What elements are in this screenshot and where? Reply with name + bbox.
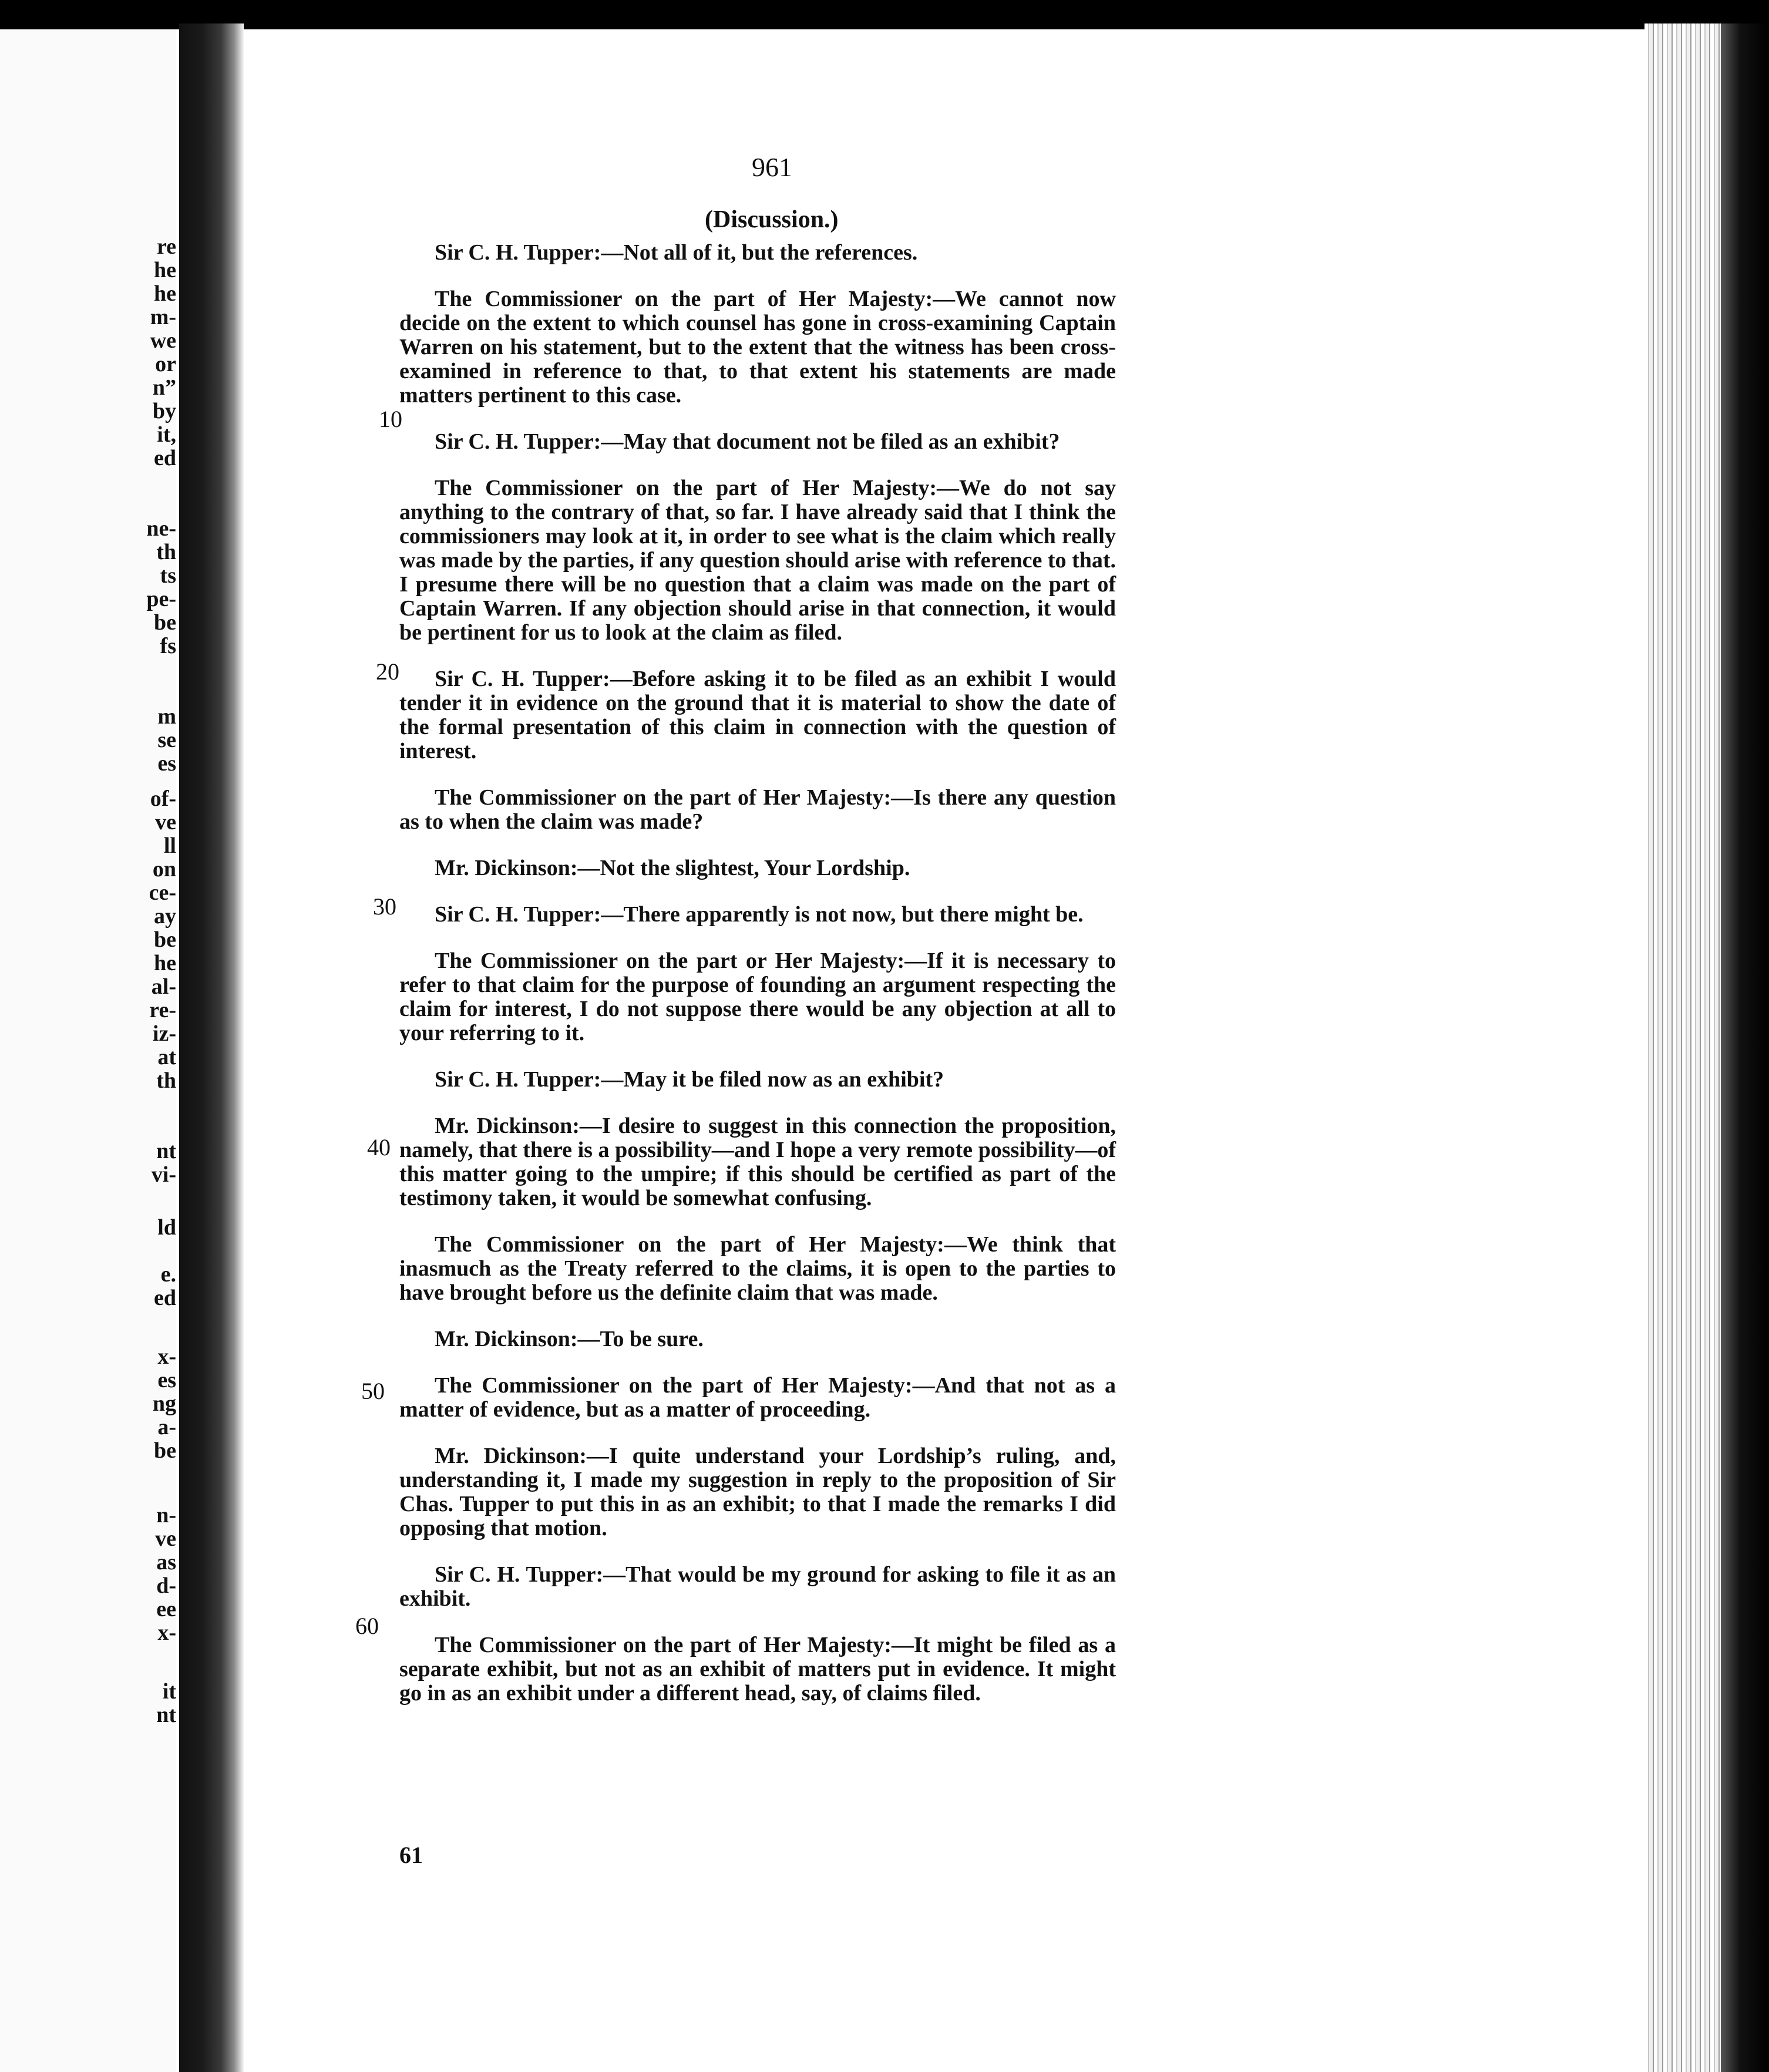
facing-page-fragment: ng (152, 1391, 176, 1416)
section-heading: (Discussion.) (705, 206, 839, 233)
transcript-paragraph (399, 476, 1116, 645)
facing-page-fragment: be (154, 1438, 176, 1463)
speaker-label: The Commissioner on the part of Her Majesty:— (435, 1232, 967, 1257)
speaker-label: Mr. Dickinson:— (435, 1114, 602, 1138)
speaker-label: Mr. Dickinson:— (435, 856, 600, 880)
facing-page-fragment: n- (156, 1503, 176, 1528)
transcript-paragraph (399, 903, 1116, 927)
speaker-label: Mr. Dickinson:— (435, 1327, 600, 1351)
facing-page-fragment: be (154, 927, 176, 952)
facing-page-fragment: nt (156, 1139, 176, 1163)
facing-page-fragment: fs (160, 634, 176, 658)
facing-page-fragment: se (157, 728, 176, 752)
facing-page-fragment: a- (157, 1415, 176, 1439)
speech-text: Before asking it to be filed as an exhibit I would tender it in evidence on the ground that it is material to show the date of the formal presentation of this claim in connection with the question of interest. (399, 667, 1116, 763)
speech-text: It might be filed as a separate exhibit, but not as an exhibit of matters put in evidence. It might go in as an exhibit under a different head, say, of claims filed. (399, 1633, 1116, 1706)
line-number: 30 (373, 893, 396, 920)
facing-page-fragment: ne- (146, 516, 176, 541)
facing-page-fragment: on (152, 857, 176, 882)
page-body (399, 241, 1116, 1728)
transcript-paragraph (399, 856, 1116, 880)
signature-mark: 61 (399, 1842, 423, 1868)
speaker-label: The Commissioner on the part of Her Majesty:— (435, 785, 914, 810)
speech-text: May it be filed now as an exhibit? (623, 1067, 944, 1092)
speaker-label: The Commissioner on the part of Her Majesty:— (435, 287, 956, 311)
speech-text: And that not as a matter of evidence, but as a matter of proceeding. (399, 1373, 1116, 1422)
speech-text: Is there any question as to when the claim was made? (399, 785, 1116, 834)
transcript-paragraph (399, 1114, 1116, 1210)
facing-page-fragment: ve (155, 810, 176, 835)
facing-page-fragment: he (154, 951, 176, 976)
facing-page-fragment: vi- (151, 1162, 176, 1187)
facing-page-fragment: m- (150, 305, 176, 329)
facing-page-fragment: ld (157, 1215, 176, 1240)
transcript-paragraph (399, 667, 1116, 763)
facing-page-fragment: or (155, 352, 176, 376)
transcript-paragraph (399, 1374, 1116, 1422)
speaker-label: The Commissioner on the part of Her Majesty:— (435, 1633, 914, 1657)
facing-page-fragment: iz- (152, 1021, 176, 1046)
facing-page-fragment: ts (160, 563, 176, 588)
facing-page-fragment: at (157, 1045, 176, 1069)
speech-text: May that document not be filed as an exhibit? (623, 429, 1060, 454)
line-number: 40 (367, 1134, 391, 1161)
transcript-paragraph (399, 1563, 1116, 1611)
transcript-paragraph (399, 1233, 1116, 1305)
facing-page-fragment: he (154, 258, 176, 282)
speech-text: Not all of it, but the references. (623, 240, 918, 265)
facing-page-fragment: ed (154, 446, 176, 470)
speech-text: Not the slightest, Your Lordship. (600, 856, 910, 880)
facing-page-fragment: as (156, 1550, 176, 1575)
transcript-paragraph (399, 1068, 1116, 1092)
speaker-label: Sir C. H. Tupper:— (435, 902, 624, 927)
speech-text: We do not say anything to the contrary of that, so far. I have already said that I think the commissioners may look at it, in order to see what is the claim which really was made by the parties, if any question should arise with reference to that. I presume there will be no question that a claim was made on the part of Captain Warren. If any objection should arise in that connection, it would be pertinent for us to look at the claim as filed. (399, 476, 1116, 645)
book-gutter-shadow (179, 23, 244, 2072)
transcript-paragraph (399, 1327, 1116, 1351)
facing-page-fragment: nt (156, 1703, 176, 1727)
speech-text: We cannot now decide on the extent to which counsel has gone in cross-examining Captain Warren on his statement, but to the extent that the witness has been cross-examined in reference to that, to that extent his statements are made matters pertinent to this case. (399, 287, 1116, 408)
facing-page-fragment: ce- (149, 880, 176, 905)
speech-text: I desire to suggest in this connection the proposition, namely, that there is a possibility—and I hope a very remote possibility—of this matter going to the umpire; if this should be certified as part of the testimony taken, it would be somewhat confusing. (399, 1114, 1116, 1210)
speech-text: I quite understand your Lordship’s ruling, and, understanding it, I made my suggestion in reply to the proposition of Sir Chas. Tupper to put this in as an exhibit; to that I made the remarks I did opposing that motion. (399, 1444, 1116, 1540)
speech-text: To be sure. (600, 1327, 704, 1351)
speaker-label: The Commissioner on the part or Her Majesty:— (435, 948, 927, 973)
facing-page-fragment: es (157, 751, 176, 776)
facing-page-fragment: th (156, 540, 176, 564)
transcript-paragraph (399, 1444, 1116, 1540)
transcript-paragraph (399, 287, 1116, 408)
facing-page-fragment: e. (160, 1262, 176, 1287)
facing-page-fragment: he (154, 281, 176, 306)
speaker-label: Sir C. H. Tupper:— (435, 1067, 624, 1092)
transcript-paragraph (399, 241, 1116, 265)
facing-page-fragment: ll (163, 833, 176, 858)
transcript-paragraph (399, 786, 1116, 834)
facing-page-fragment: by (152, 399, 176, 423)
facing-page-fragment: d- (156, 1573, 176, 1598)
facing-page-fragment: we (150, 328, 176, 353)
speaker-label: The Commissioner on the part of Her Majesty:— (435, 1373, 935, 1398)
scan-top-border (0, 0, 1769, 29)
facing-page-fragment: ee (156, 1597, 176, 1622)
facing-page-fragment: ve (155, 1526, 176, 1551)
speaker-label: Sir C. H. Tupper:— (435, 1562, 626, 1587)
facing-page-fragment: th (156, 1068, 176, 1093)
speech-text: That would be my ground for asking to file it as an exhibit. (399, 1562, 1116, 1611)
facing-page-fragment: ed (154, 1286, 176, 1310)
speech-text: There apparently is not now, but there might be. (623, 902, 1084, 927)
line-number: 20 (376, 658, 399, 685)
facing-page-fragment: x- (157, 1620, 176, 1645)
facing-page-fragment: al- (151, 974, 176, 999)
facing-page-fragment: of- (150, 786, 176, 811)
facing-page-fragment: it, (157, 422, 176, 447)
speaker-label: Sir C. H. Tupper:— (435, 240, 624, 265)
speaker-label: Sir C. H. Tupper:— (435, 429, 624, 454)
facing-page-fragment: es (157, 1368, 176, 1392)
line-number: 10 (379, 406, 402, 432)
transcript-paragraph (399, 430, 1116, 454)
facing-page-fragment: n” (152, 375, 176, 400)
facing-page-fragment: re- (149, 998, 176, 1022)
scan-right-border (1721, 23, 1769, 2072)
speech-text: We think that inasmuch as the Treaty referred to the claims, it is open to the parties to have brought before us the definite claim that was made. (399, 1232, 1116, 1305)
facing-page-fragment: x- (157, 1344, 176, 1369)
line-number: 50 (361, 1378, 385, 1404)
facing-page-fragment: it (162, 1679, 176, 1704)
speech-text: If it is necessary to refer to that claim for the purpose of founding an argument respecting the claim for interest, I do not suppose there would be any objection at all to your referring to it. (399, 948, 1116, 1045)
speaker-label: The Commissioner on the part of Her Majesty:— (435, 476, 960, 500)
page-number: 961 (752, 152, 792, 182)
line-number: 60 (355, 1613, 379, 1639)
speaker-label: Sir C. H. Tupper:— (435, 667, 633, 691)
facing-page-fragment: pe- (146, 587, 176, 611)
transcript-paragraph (399, 949, 1116, 1045)
facing-page-fragment: be (154, 610, 176, 635)
facing-page-fragment: ay (154, 904, 176, 929)
transcript-paragraph (399, 1633, 1116, 1706)
facing-page-fragment: re (156, 234, 176, 259)
speaker-label: Mr. Dickinson:— (435, 1444, 609, 1468)
facing-page-fragment: m (157, 704, 176, 729)
